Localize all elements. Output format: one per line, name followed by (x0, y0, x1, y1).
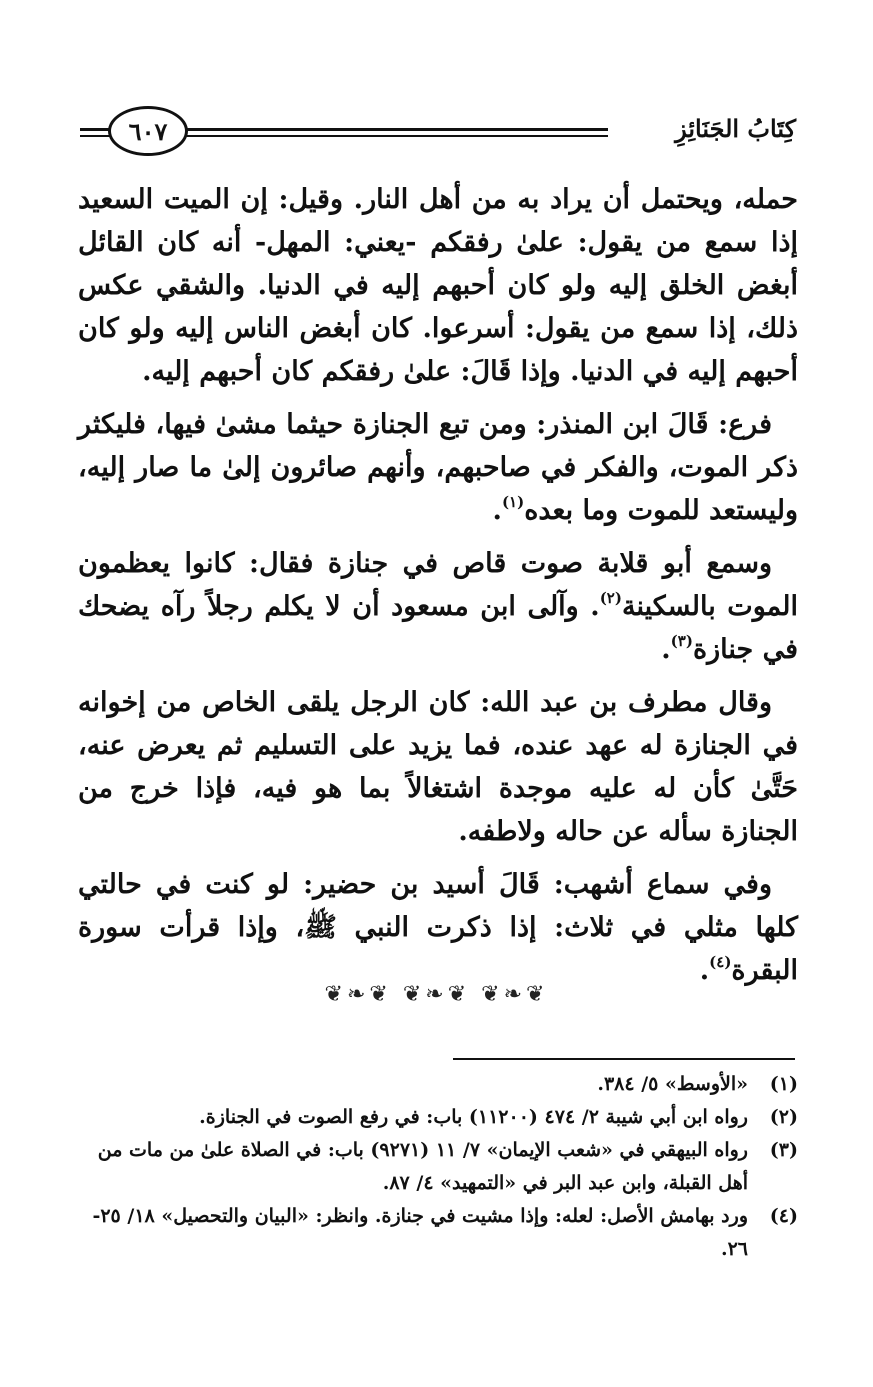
paragraph-3-text-b: . وآلى ابن مسعود أن لا يكلم رجلاً رآه يضحك في جنازة (78, 591, 798, 665)
footnote-number: (٢) (769, 1106, 798, 1128)
book-title: كِتَابُ الجَنَائِزِ (675, 114, 796, 143)
footnote-ref-4[interactable]: (٤) (709, 953, 732, 971)
footnote-ref-2[interactable]: (٢) (599, 589, 622, 607)
paragraph-5-end: . (699, 955, 710, 986)
paragraph-3-text-a: وسمع أبو قلابة صوت قاص في جنازة فقال: كانوا يعظمون الموت بالسكينة (78, 548, 798, 622)
footnote-text: ورد بهامش الأصل: لعله: وإذا مشيت في جنازة. وانظر: «البيان والتحصيل» ١٨/ ٢٥- ٢٦. (92, 1205, 748, 1260)
paragraph-3-end: . (661, 634, 671, 665)
page-header (80, 104, 796, 160)
footnote-ref-3[interactable]: (٣) (670, 632, 693, 650)
footnote-number: (١) (769, 1073, 798, 1095)
header-rule-center-thin (180, 135, 608, 137)
paragraph-1-text: حمله، ويحتمل أن يراد به من أهل النار. وقيل: إن الميت السعيد إذا سمع من يقول: علىٰ رفقكم -يعني: المهل- أنه كان القائل أبغض الخلق إليه ولو كان أحبهم إليه في الدنيا. والشقي عكس ذلك، إذا سمع من يقول: أسرعوا. كان أبغض الناس إليه ولو كان أحبهم إليه في الدنيا. وإذا قَالَ: علىٰ رفقكم كان أحبهم إليه. (78, 184, 798, 387)
section-ornament: ❦❧❦ ❦❧❦ ❦❧❦ (324, 982, 549, 1007)
footnote-ref-1[interactable]: (١) (501, 493, 525, 511)
footnote-text: رواه ابن أبي شيبة ٢/ ٤٧٤ (١١٢٠٠) باب: في رفع الصوت في الجنازة. (199, 1106, 748, 1128)
paragraph-2-end: . (492, 495, 502, 526)
paragraph-3 (78, 542, 798, 671)
page-number-oval (108, 106, 188, 156)
paragraph-5-text: وفي سماع أشهب: قَالَ أسيد بن حضير: لو كنت في حالتي كلها مثلي في ثلاث: إذا ذكرت النبي ﷺ، وإذا قرأت سورة البقرة (78, 869, 798, 986)
paragraph-2 (78, 403, 798, 532)
footnote-text: رواه البيهقي في «شعب الإيمان» ٧/ ١١ (٩٢٧١) باب: في الصلاة علىٰ من مات من أهل القبلة، وابن عبد البر في «التمهيد» ٤/ ٨٧. (97, 1139, 748, 1194)
footnote-separator (453, 1058, 795, 1060)
paragraph-4-text: وقال مطرف بن عبد الله: كان الرجل يلقى الخاص من إخوانه في الجنازة له عهد عنده، فما يزيد على التسليم ثم يعرض عنه، حَتَّىٰ كأن له عليه موجدة اشتغالاً بما هو فيه، فإذا خرج من الجنازة سأله عن حاله ولاطفه. (78, 687, 798, 847)
page-number: ٦٠٧ (128, 116, 168, 146)
footnote-item (78, 1101, 798, 1134)
body-text (78, 178, 798, 1002)
paragraph-2-text: فرع: قَالَ ابن المنذر: ومن تبع الجنازة حيثما مشىٰ فيها، فليكثر ذكر الموت، والفكر في صاحبهم، وأنهم صائرون إلىٰ ما صار إليه، وليستعد للموت وما بعده (78, 409, 798, 526)
paragraph-4 (78, 681, 798, 853)
footnotes (78, 1068, 798, 1266)
header-rule-center (180, 128, 608, 131)
footnote-number: (٣) (769, 1139, 798, 1161)
paragraph-5 (78, 863, 798, 992)
footnote-item (78, 1134, 798, 1200)
footnote-number: (٤) (769, 1205, 798, 1227)
footnote-item (78, 1200, 798, 1266)
footnote-text: «الأوسط» ٥/ ٣٨٤. (597, 1073, 748, 1095)
paragraph-1 (78, 178, 798, 393)
footnote-item (78, 1068, 798, 1101)
